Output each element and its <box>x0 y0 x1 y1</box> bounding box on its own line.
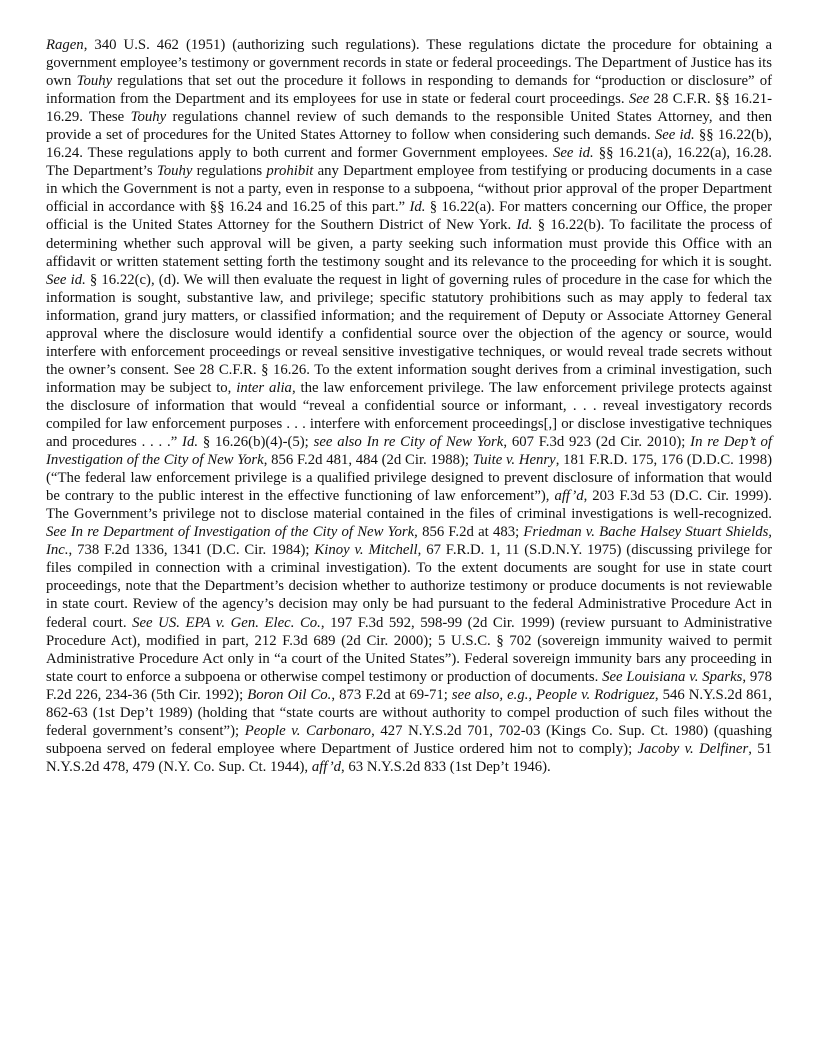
text-run: , 51 N.Y.S.2d 478, 479 (N.Y. Co. Sup. Ct. 1944), <box>46 740 773 775</box>
citation-italic-run: In re Dep’t of Investigation of the City of New York <box>46 434 772 469</box>
citation-italic-run: See id. <box>553 145 594 162</box>
text-run: §§ 16.22(b), 16.24. These regulations apply to both current and former Government employees. <box>46 127 772 162</box>
citation-italic-run: Kinoy v. Mitchell <box>314 542 418 559</box>
citation-italic-run: See id. <box>46 271 86 288</box>
citation-italic-run: Touhy <box>130 109 167 126</box>
text-run: , 63 N.Y.S.2d 833 (1st Dep’t 1946). <box>341 758 551 775</box>
citation-italic-run: Tuite v. Henry <box>472 452 556 469</box>
text-run: regulations that set out the procedure it follows in responding to demands for “production or disclosure” of information from the Department and its employees for use in state or federal court proceedings. <box>46 73 773 108</box>
citation-italic-run: People v. Carbonaro <box>244 722 372 739</box>
citation-italic-run: Touhy <box>76 73 113 90</box>
citation-italic-run: See id. <box>654 127 695 144</box>
document-page <box>46 36 772 776</box>
text-run: , 181 F.R.D. 175, 176 (D.D.C. 1998) (“The federal law enforcement privilege is a qualified privilege designed to prevent disclosure of information that would be contrary to the public interest in the effective functioning of law enforcement”), <box>46 452 772 505</box>
citation-italic-run: see also, e.g., People v. Rodriguez <box>451 686 655 703</box>
text-run: , 546 N.Y.S.2d 861, 862-63 (1st Dep’t 1989) (holding that “state courts are without authority to compel production of such files without the federal government’s consent”); <box>46 686 772 739</box>
text-run: , 197 F.3d 592, 598-99 (2d Cir. 1999) (review pursuant to Administrative Procedure Act), modified in part, 212 F.3d 689 (2d Cir. 2000); 5 U.S.C. § 702 (sovereign immunity waived to permit Administrative Procedure Act only in “a court of the United States”). Federal sovereign immunity bars any proceeding in state court to enforce a subpoena or otherwise compel testimony or production of documents. <box>46 614 772 685</box>
text-run: any Department employee from testifying or producing documents in a case in which the Government is not a party, even in response to a subpoena, “without prior approval of the proper Department official in accordance with §§ 16.24 and 16.25 of this part.” <box>46 163 772 216</box>
citation-italic-run: See In re Department of Investigation of the City of New York <box>46 524 415 541</box>
citation-italic-run: Jacoby v. Delfiner <box>637 740 749 757</box>
citation-italic-run: prohibit <box>266 163 314 180</box>
text-run: , 738 F.2d 1336, 1341 (D.C. Cir. 1984); <box>68 542 315 559</box>
text-run: § 16.22(b). To facilitate the process of determining whether such approval will be given, a party seeking such information must provide this Office with an affidavit or written statement setting forth the testimony sought and its relevance to the proceeding for which it is sought. <box>46 217 773 270</box>
citation-italic-run: Boron Oil Co. <box>247 686 332 703</box>
citation-italic-run: aff’d <box>554 488 584 505</box>
text-run: , 873 F.2d at 69-71; <box>331 686 452 703</box>
body-paragraph <box>46 36 772 776</box>
text-run: 28 C.F.R. §§ 16.21-16.29. These <box>46 91 772 126</box>
citation-italic-run: Touhy <box>156 163 193 180</box>
text-run: , 67 F.R.D. 1, 11 (S.D.N.Y. 1975) (discussing privilege for files compiled in connection with a criminal investigation). To the extent documents are sought for use in state court proceedings, note that the Department’s decision whether to authorize testimony or produce documents is not reviewable in state court. Review of the agency’s decision may only be had pursuant to the federal Administrative Procedure Act in federal court. <box>46 542 772 631</box>
citation-italic-run: Ragen <box>46 37 84 53</box>
text-run: , 978 F.2d 226, 234-36 (5th Cir. 1992); <box>46 668 772 703</box>
text-run: , 340 U.S. 462 (1951) (authorizing such regulations). These regulations dictate the procedure for obtaining a government employee’s testimony or government records in state or federal proceedings. The Department of Justice has its own <box>46 37 772 90</box>
text-run: § 16.26(b)(4)-(5); <box>198 434 314 451</box>
text-run: § 16.22(c), (d). We will then evaluate the request in light of governing rules of procedure in the case for which the information is sought, substantive law, and privilege; specific statutory prohibitions such as may apply to federal tax information, grand jury matters, or classified information; and the requirement of Deputy or Associate Attorney General approval where the disclosure would identify a confidential source over the objection of the agency or source, would interfere with enforcement proceedings or reveal sensitive investigative techniques, or would reveal trade secrets without the owner’s consent. See 28 C.F.R. § 16.26. To the extent information sought derives from a criminal investigation, such information may be subject to, <box>46 271 772 396</box>
text-run: , 203 F.3d 53 (D.C. Cir. 1999). The Government’s privilege not to disclose material contained in the files of criminal investigations is well-recognized. <box>46 488 772 523</box>
citation-italic-run: see also In re City of New York <box>313 434 504 451</box>
text-run: regulations channel review of such demands to the responsible United States Attorney, and then provide a set of procedures for the United States Attorney to follow when considering such demands. <box>46 109 772 144</box>
citation-italic-run: See <box>628 91 650 108</box>
text-run: § 16.22(a). For matters concerning our Office, the proper official is the United States Attorney for the Southern District of New York. <box>46 199 772 234</box>
text-run: §§ 16.21(a), 16.22(a), 16.28. The Department’s <box>46 145 772 180</box>
text-run: , the law enforcement privilege. The law enforcement privilege protects against the disclosure of information that would “reveal a confidential source or informant, . . . reveal investigatory records compiled for law enforcement purposes . . . interfere with enforcement proceedings[,] or disclose investigative techniques and procedures . . . .” <box>46 379 773 451</box>
text-run: , 427 N.Y.S.2d 701, 702-03 (Kings Co. Sup. Ct. 1980) (quashing subpoena served on federal employee where Department of Justice ordered him not to comply); <box>46 722 772 757</box>
citation-italic-run: inter alia <box>236 379 292 396</box>
text-run: , 856 F.2d 481, 484 (2d Cir. 1988); <box>263 452 473 469</box>
citation-italic-run: Friedman v. Bache Halsey Stuart Shields, Inc. <box>46 524 772 559</box>
citation-italic-run: Id. <box>182 434 199 451</box>
text-run: , 607 F.3d 923 (2d Cir. 2010); <box>503 434 691 451</box>
citation-italic-run: Id. <box>409 199 426 216</box>
citation-italic-run: See US. EPA v. Gen. Elec. Co. <box>132 614 321 631</box>
citation-italic-run: See Louisiana v. Sparks <box>602 668 743 685</box>
citation-italic-run: aff’d <box>311 758 342 775</box>
text-run: , 856 F.2d at 483; <box>414 524 524 541</box>
text-run: regulations <box>192 163 267 180</box>
citation-italic-run: Id. <box>516 217 533 234</box>
